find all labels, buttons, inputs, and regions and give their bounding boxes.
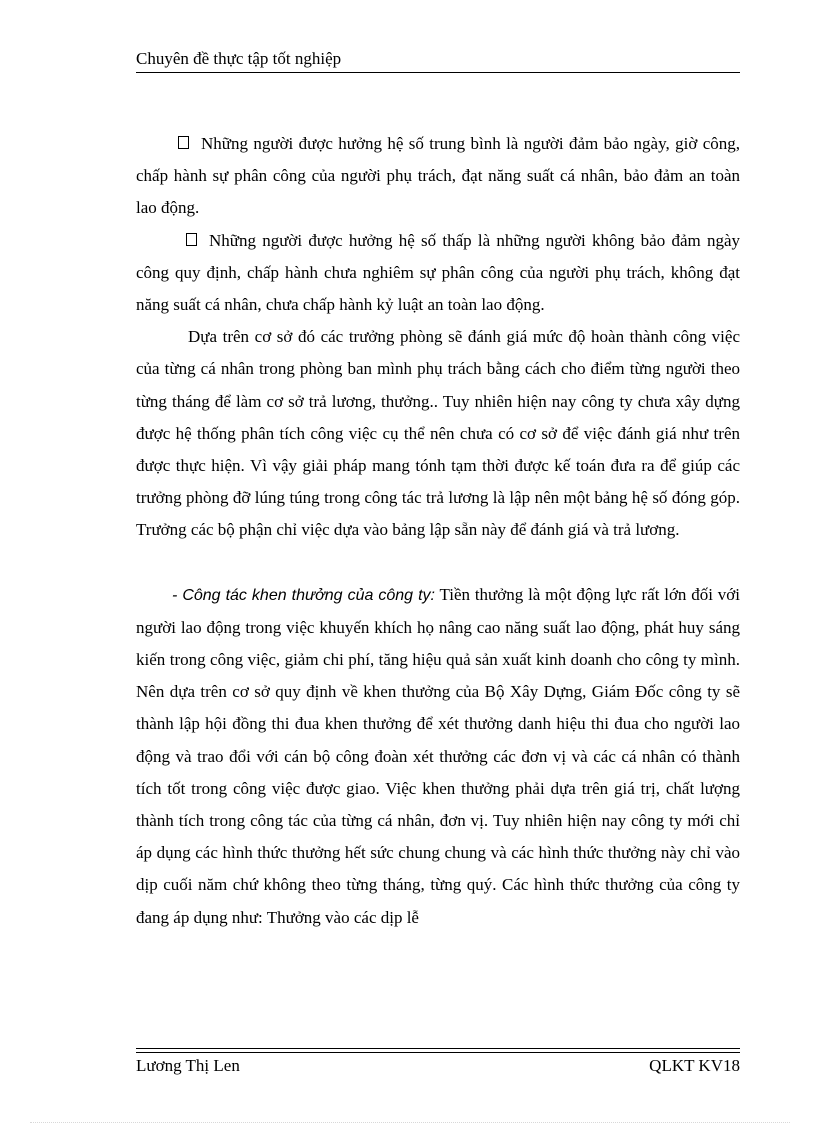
paragraph-text: Những người được hưởng hệ số thấp là những người không bảo đảm ngày công quy định, chấp hành chưa nghiêm sự phân công của người phụ trách, không đạt năng suất cá nhân, chưa chấp hành kỷ luật an toàn lao động. (136, 230, 740, 315)
footer-class-code: QLKT KV18 (649, 1056, 740, 1075)
paragraph-text: Tiền thưởng là một động lực rất lớn đối với người lao động trong việc khuyến khích họ nâng cao năng suất lao động, phát huy sáng kiến trong công việc, giảm chi phí, tăng hiệu quả sản xuất kinh doanh cho công ty mình. Nên dựa trên cơ sở quy định về khen thưởng của Bộ Xây Dựng, Giám Đốc công ty sẽ thành lập hội đồng thi đua khen thưởng để xét thưởng danh hiệu thi đua cho người lao động và trao đổi với cán bộ công đoàn xét thưởng các đơn vị và các cá nhân có thành tích tốt trong công việc được giao. Việc khen thưởng phải dựa trên giá trị, chất lượng thành tích trong công tác của từng cá nhân, đơn vị. Tuy nhiên hiện nay công ty mới chỉ áp dụng các hình thức thưởng hết sức chung chung và các hình thức thưởng này chỉ vào dịp cuối năm chứ không theo từng tháng, từng quý. Các hình thức thưởng của công ty đang áp dụng như: Thưởng vào các dịp lễ (136, 584, 740, 927)
checkbox-bullet-icon (178, 136, 189, 149)
paragraph-evaluation: Dựa trên cơ sở đó các trưởng phòng sẽ đánh giá mức độ hoàn thành công việc của từng cá nhân trong phòng ban mình phụ trách bằng cách cho điểm từng người theo từng tháng để làm cơ sở trả lương, thưởng.. Tuy nhiên hiện nay công ty chưa xây dựng được hệ thống phân tích công việc cụ thể nên chưa có cơ sở để việc đánh giá như trên được thực hiện. Vì vậy giải pháp mang tónh tạm thời được kế toán đưa ra để giúp các trưởng phòng đỡ lúng túng trong công tác trả lương là lập nên một bảng hệ số đóng góp. Trưởng các bộ phận chỉ việc dựa vào bảng lập sẵn này để đánh giá và trả lương. (136, 327, 740, 540)
section-lead: - Công tác khen thưởng của công ty: (172, 586, 435, 604)
footer-divider-top (136, 1048, 740, 1049)
footer-author: Lương Thị Len (136, 1056, 240, 1075)
page-header (136, 48, 740, 73)
paragraph-text: Những người được hưởng hệ số trung bình là người đảm bảo ngày, giờ công, chấp hành sự phân công của người phụ trách, đạt năng suất cá nhân, bảo đảm an toàn lao động. (136, 134, 740, 218)
checkbox-bullet-icon (186, 233, 197, 246)
footer-divider-bottom (136, 1052, 740, 1053)
document-body (136, 128, 740, 934)
paragraph-reward (136, 579, 740, 934)
paragraph-low-coefficient (136, 225, 740, 322)
paragraph-average-coefficient (136, 128, 740, 225)
header-title: Chuyên đề thực tập tốt nghiệp (136, 49, 342, 68)
